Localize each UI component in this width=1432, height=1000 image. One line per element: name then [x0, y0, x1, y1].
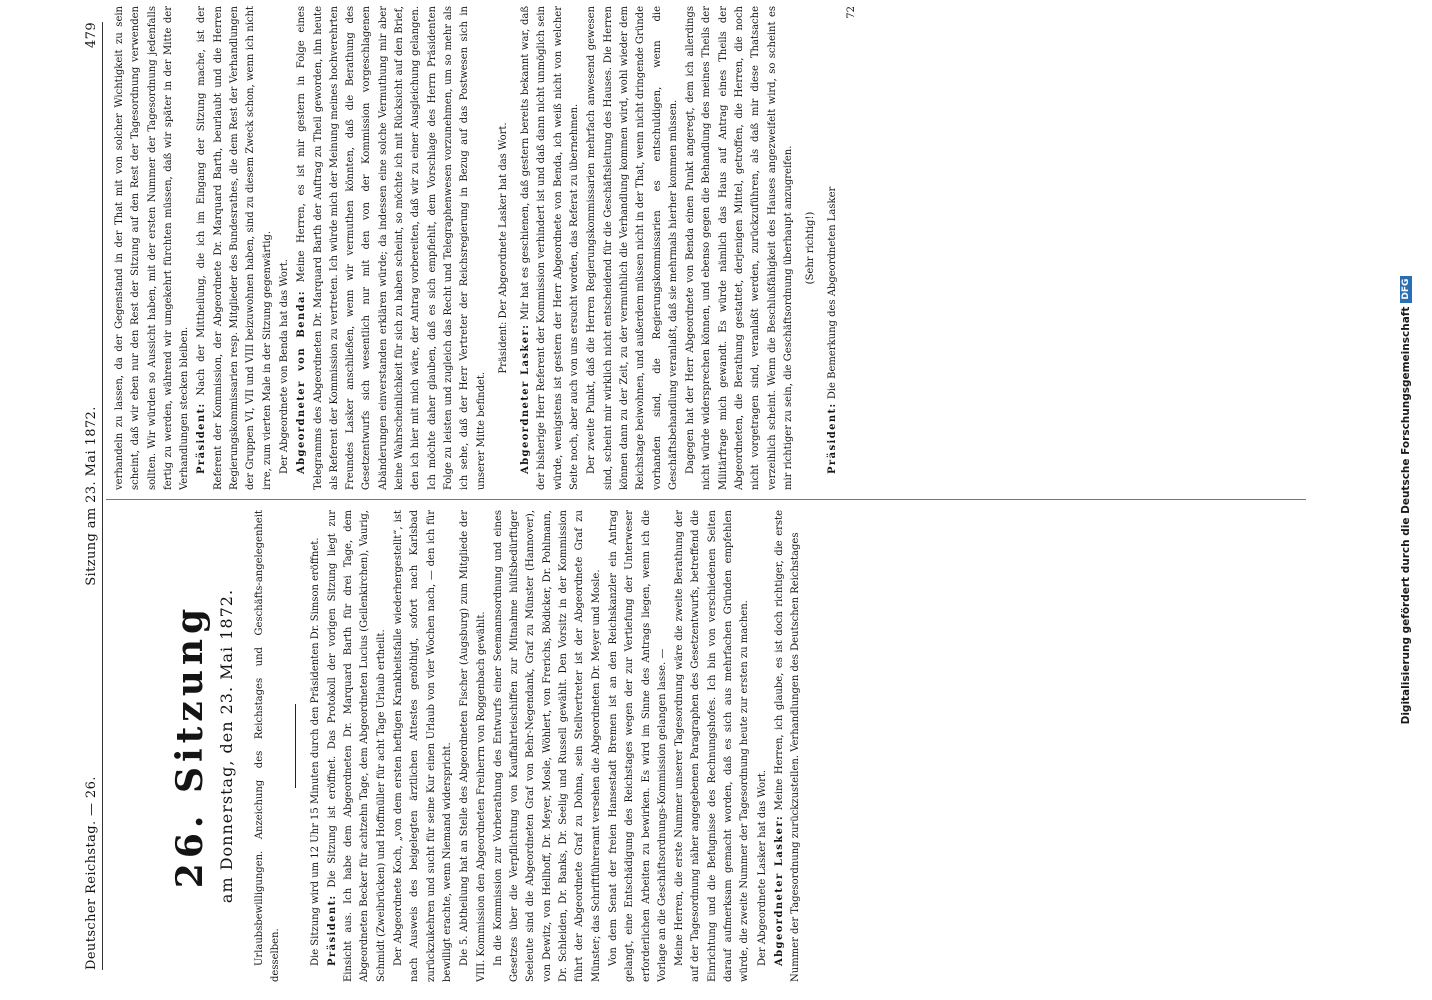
paragraph: verhandeln zu lassen, da der Gegenstand in der That mit von solcher Wichtigkeit zu sein scheint, daß wir eben nur den Rest der Sitzung auf den Rest der Tagesordnung verwenden sollten. Wir würden so Aussicht haben, mit der ersten Nummer der Tagesordnung jedenfalls fertig zu werden, während wir umgekehrt fürchten müssen, daß wir später in der Mitte der Verhandlungen stecken bleiben.	[114, 6, 191, 490]
section-rule	[295, 704, 296, 788]
paragraph: Meine Herren, die erste Nummer unserer Tagesordnung wäre die zweite Berathung der auf der Tagesordnung näher angegebenen Paragraphen des Gesetzentwurfs, betreffend die Einrichtung und die Befugnisse des Rechnungshofes. Ich bin von verschiedenen Seiten darauf aufmerksam gemacht worden, daß es sich aus mehrfachen Gründen empfehlen würde, die zweite Nummer der Tagesordnung heute zur ersten zu machen.	[674, 510, 751, 982]
header-publication: Deutscher Reichstag. — 26.	[84, 776, 99, 970]
digitization-sidebar	[1380, 0, 1432, 1000]
paragraph: Der Abgeordnete von Benda hat das Wort.	[278, 259, 290, 474]
paragraph: Der Abgeordnete Lasker hat das Wort.	[756, 769, 768, 966]
speaker-name: Abgeordneter Lasker:	[520, 323, 532, 474]
paragraph-text: Mir hat es geschienen, daß gestern bereits bekannt war, daß der bisherige Herr Referent der Kommission verhindert ist und daß dann nicht unmöglich sein würde, wenigstens ist gestern der Herr Abgeordnete von Benda, ich weiß nicht von welcher Seite noch, aber auch von uns ersucht worden, das Referat zu übernehmen.	[520, 6, 581, 490]
opening-paragraph: Die Sitzung wird um 12 Uhr 15 Minuten durch den Präsidenten Dr. Simson eröffnet.	[309, 537, 321, 966]
paragraph-text: Die Bemerkung des Abgeordneten Lasker	[827, 186, 839, 400]
paragraph: Dagegen hat der Herr Abgeordnete von Benda einen Punkt angeregt, dem ich allerdings nicht würde widersprechen können, und ebenso gegen die Behandlung des meines Theils der Militärfrage mich gewandt. Es würde nämlich das Haus auf Antrag eines Theils der Abgeordneten, die Berathung gestattet, derjenigen Mittel, getroffen, die Herren, die noch nicht vorgetragen sind, veranlaßt werden, zurückzuführen, als daß mir diese Thatsache verzeihlich scheint. Wenn die Beschlußfähigkeit des Hauses angezweifelt wird, so scheint es mir richtiger zu sein, die Geschäftsordnung überhaupt anzugreifen.	[685, 6, 794, 490]
session-date: am Donnerstag, den 23. Mai 1872.	[217, 588, 236, 904]
dfg-logo: DFG	[1400, 276, 1412, 303]
paragraph: In die Kommission zur Vorberathung des Entwurfs einer Seemannsordnung und eines Gesetzes über die Verpflichtung von Kauffahrteischiffen zur Mitnahme hülfsbedürftiger Seeleute sind die Abgeordneten Graf von Behr-Negendank, Graf zu Münster (Hannover), von Dewitz, von Hellhoff, Dr. Meyer, Mosle, Wöhlert, von Frerichs, Bödicker, Dr. Pohlmann, Dr. Schleiden, Dr. Banks, Dr. Seelig und Russell gewählt. Den Vorsitz in der Kommission führt der Abgeordnete Graf zu Dohna, sein Stellvertreter ist der Abgeordnete Graf zu Münster; das Schriftführeramt versehen die Abgeordneten Dr. Meyer und Mosle.	[492, 510, 602, 982]
session-title: 26. Sitzung	[169, 603, 211, 889]
lasker-statement	[772, 510, 805, 982]
president-statement	[194, 6, 275, 490]
page-signature: 72	[845, 6, 857, 19]
header-session-date: Sitzung am 23. Mai 1872.	[84, 406, 99, 586]
left-column	[112, 510, 1342, 982]
header-page-number: 479	[84, 22, 99, 49]
column-divider	[106, 499, 1306, 500]
speaker-name: Abgeordneter Lasker:	[773, 814, 785, 966]
paragraph-text: Meine Herren, ich glaube, es ist doch richtiger, die erste Nummer der Tagesordnung zurückzustellen. Verhandlungen des Deutschen Reichstages	[773, 510, 802, 982]
paragraph-text: Nach der Mittheilung, die ich im Eingang der Sitzung mache, ist der Referent der Kommission, der Abgeordnete Dr. Marquard Barth, beurlaubt und die Herren Regierungskommissarien resp. Mitglieder des Bundesrathes, die dem Rest der Verhandlungen der Gruppen VI, VII und VIII beizuwohnen haben, sind zu diesem Zweck schon, wenn ich nicht irre, zum vierten Male in der Sitzung gegenwärtig.	[196, 6, 273, 490]
paragraph: Präsident: Der Abgeordnete Lasker hat das Wort.	[497, 122, 509, 374]
paragraph: Der Abgeordnete Koch, „von dem ersten heftigen Krankheitsfalle wiederhergestellt“, ist nach Ausweis des beigelegten ärztlichen Attestes genöthigt, sofort nach Karlsbad zurückzukehren und sucht für seine Kur einen Urlaub von vier Wochen nach, — den ich für bewilligt erachte, wenn Niemand widerspricht.	[393, 510, 453, 982]
session-title-block	[170, 510, 238, 982]
speaker-name: Präsident:	[827, 402, 839, 474]
president-statement	[325, 510, 390, 982]
president-statement	[825, 6, 841, 490]
applause-note: (Sehr richtig!)	[805, 211, 817, 285]
lasker-statement	[518, 6, 583, 490]
paragraph: Der zweite Punkt, daß die Herren Regierungskommissarien mehrfach anwesend gewesen sind, scheint mir wirklich nicht entscheidend für die Geschäftsleitung des Hauses. Die Herren können dann zu der Zeit, zu der vermuthlich die Verhandlung kommen wird, wohl wieder dem Reichstage beiwohnen, und außerdem müssen nicht in der That, wenn nicht dringende Gründe vorhanden sind, die Regierungskommissarien es entschuldigen, wenn die Geschäftsbehandlung veranlaßt, daß sie mehrmals hierher kommen müssen.	[586, 6, 679, 490]
speaker-name: Präsident:	[326, 894, 338, 966]
funding-credit-text: Digitalisierung gefördert durch die Deutsche Forschungsgemeinschaft	[1400, 306, 1412, 725]
agenda-note: Urlaubsbewilligungen. Anzeichung des Reichstages und Geschäfts-angelegenheit desselben.	[254, 510, 282, 982]
right-column	[112, 6, 1312, 490]
paragraph: Von dem Senat der freien Hansestadt Bremen ist an den Reichskanzler ein Antrag gelangt, eine Entschädigung des Reichstages wegen der zur Vertiefung der Unterweser erforderlichen Arbeiten zu bewirken. Es wird im Sinne des Antrags liegen, wenn ich die Vorlage an die Geschäftsordnungs-Kommission gelangen lasse. —	[607, 510, 668, 982]
benda-statement	[294, 6, 490, 490]
speaker-name: Abgeordneter von Benda:	[296, 289, 308, 474]
paragraph-text: Meine Herren, es ist mir gestern in Folge eines Telegramms des Abgeordneten Dr. Marquard Barth der Auftrag zu Theil geworden, ihn heute als Referent der Kommission zu vertreten. Ich würde mich der Meinung meines hochverehrten Freundes Lasker anschließen, wenn wir vermuthen könnten, daß die Berathung des Gesetzentwurfs sich wesentlich nur mit den von der Kommission vorgeschlagenen Abänderungen einverstanden erklären würde; da indessen eine solche Vermuthung mir aber keine Wahrscheinlichkeit für sich zu haben scheint, so möchte ich mit Rücksicht auf den Brief, den ich hier mit mich wäre, der Antrag vorbereiten, daß wir zu einer Ausgleichung gelangen. Ich möchte daher glauben, daß es sich empfiehlt, dem Vorschlage des Herrn Präsidenten Folge zu leisten und zugleich das Recht und Telegraphenwesen vorzunehmen, um so mehr als ich sehe, daß der Herr Vertreter der Reichsregierung in Bezug auf das Postwesen sich in unserer Mitte befindet.	[296, 6, 487, 490]
funding-credit	[1380, 0, 1432, 1000]
speaker-name: Präsident:	[196, 402, 208, 474]
paragraph-text: Die Sitzung ist eröffnet. Das Protokoll der vorigen Sitzung liegt zur Einsicht aus. Ich habe dem Abgeordneten Dr. Marquard Barth für drei Tage, dem Abgeordneten Becker für achtzehn Tage, dem Abgeordneten Lucius (Geilenkirchen), Vaurig, Schmidt (Zweibrücken) und Hoffmüller für acht Tage Urlaub ertheilt.	[326, 510, 387, 982]
paragraph: Die 5. Abtheilung hat an Stelle des Abgeordneten Fischer (Augsburg) zum Mitgliede der VIII. Kommission den Abgeordneten Freiherrn von Roggenbach gewählt.	[459, 510, 487, 982]
running-header	[82, 22, 103, 970]
